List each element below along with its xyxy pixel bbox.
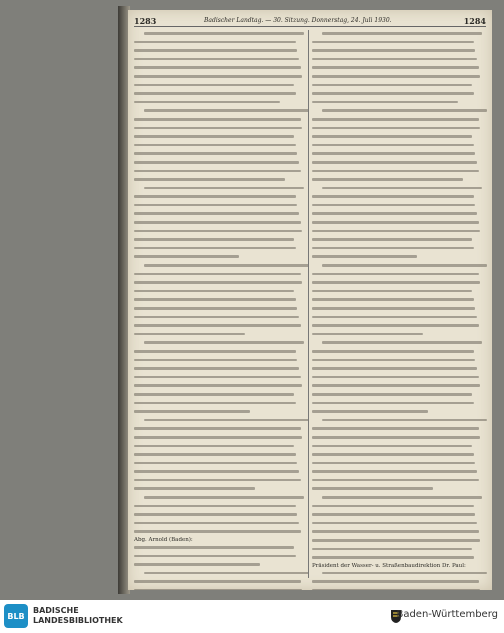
text-line [134,230,304,237]
text-line [134,555,304,562]
text-line [312,41,482,48]
text-line [312,393,482,400]
text-line [134,195,304,202]
text-line [312,376,482,383]
text-line [134,436,304,443]
page-number-left: 1283 [134,16,157,26]
text-column-right [312,30,482,582]
column-divider [308,30,309,578]
text-line [312,84,482,91]
text-line [312,436,482,443]
text-line [134,212,304,219]
text-line [312,324,482,331]
text-line [312,513,482,520]
document-page [128,10,492,590]
footer-bar [0,600,504,633]
text-line [312,402,482,409]
text-line [312,152,482,159]
text-line [134,333,304,340]
text-line [312,49,482,56]
text-line [134,49,304,56]
text-line [312,367,482,374]
text-line [134,84,304,91]
text-line [312,187,482,194]
text-line [134,307,304,314]
text-line [134,402,304,409]
text-line [312,427,482,434]
text-line [312,496,482,503]
text-line [312,281,482,288]
text-line [134,255,304,262]
text-line [134,58,304,65]
speaker-heading: Abg. Arnold (Baden): [134,537,193,544]
text-line [134,324,304,331]
text-line [312,195,482,202]
text-line [134,376,304,383]
text-line [134,101,304,108]
text-line [134,505,304,512]
text-line [312,32,482,39]
text-line [134,589,304,590]
text-line [134,496,304,503]
text-line [312,58,482,65]
text-line [134,238,304,245]
page-number-right: 1284 [463,16,486,26]
text-line [312,580,482,587]
page-header-title: Badischer Landtag. — 30. Sitzung. Donnerstag, 24. Juli 1930. [204,17,392,24]
text-line [134,75,304,82]
text-line [312,264,482,271]
text-line [134,453,304,460]
text-line [312,135,482,142]
text-line [312,453,482,460]
text-line [134,152,304,159]
text-line [134,247,304,254]
text-line [312,341,482,348]
text-line [134,546,304,553]
text-line [312,384,482,391]
text-line [312,530,482,537]
text-line [134,66,304,73]
text-line [312,479,482,486]
text-line [134,427,304,434]
text-line [134,298,304,305]
text-line [312,221,482,228]
text-line [312,505,482,512]
text-line [312,470,482,477]
library-name-line2: LANDESBIBLIOTHEK [33,616,123,625]
text-line [312,66,482,73]
text-line [134,359,304,366]
text-line [312,109,482,116]
text-line [134,290,304,297]
text-column-left [134,30,304,582]
text-line [134,410,304,417]
text-line [312,333,482,340]
text-line [134,92,304,99]
text-line [134,580,304,587]
text-line [134,118,304,125]
text-line [312,92,482,99]
text-line [134,187,304,194]
text-line [134,144,304,151]
text-line [312,170,482,177]
text-line [134,470,304,477]
text-line [134,350,304,357]
text-line [134,273,304,280]
text-line [312,522,482,529]
text-line [312,118,482,125]
library-name [33,606,123,626]
text-line [312,290,482,297]
blb-logo: BLB [4,604,28,628]
text-line [312,238,482,245]
text-line [134,530,304,537]
text-line [312,101,482,108]
text-line [134,170,304,177]
text-line [312,298,482,305]
text-line [312,144,482,151]
text-line [134,522,304,529]
text-line [134,563,304,570]
text-line [134,135,304,142]
text-line [134,572,304,579]
text-line [312,230,482,237]
text-line [312,204,482,211]
text-line [312,548,482,555]
text-line [312,410,482,417]
text-line [312,445,482,452]
text-line [312,556,482,563]
text-line [134,127,304,134]
text-line [312,589,482,590]
text-line [312,307,482,314]
text-line [312,316,482,323]
page-header [134,14,486,27]
text-line [134,419,304,426]
text-line [134,161,304,168]
text-line [312,212,482,219]
text-line [134,109,304,116]
text-line [312,359,482,366]
text-line [312,255,482,262]
text-line [134,513,304,520]
text-line [134,367,304,374]
text-line [134,316,304,323]
text-line [312,350,482,357]
text-line [134,462,304,469]
text-line [312,75,482,82]
text-line [134,479,304,486]
text-line [134,221,304,228]
text-line [312,247,482,254]
text-line [134,204,304,211]
text-line [312,462,482,469]
text-line [312,572,482,579]
text-line [134,178,304,185]
text-line [134,487,304,494]
text-line [312,127,482,134]
text-line [134,264,304,271]
text-line [134,393,304,400]
text-line [134,384,304,391]
text-line [312,487,482,494]
text-line [134,281,304,288]
text-line [312,273,482,280]
speaker-heading: Präsident der Wasser- u. Straßenbaudirektion Dr. Paul: [312,562,466,569]
text-line [312,419,482,426]
text-line [134,41,304,48]
state-name: Baden-Württemberg [396,609,498,620]
text-line [312,178,482,185]
text-line [134,32,304,39]
text-line [134,445,304,452]
text-line [134,341,304,348]
library-name-line1: BADISCHE [33,606,79,615]
text-line [312,539,482,546]
text-line [312,161,482,168]
